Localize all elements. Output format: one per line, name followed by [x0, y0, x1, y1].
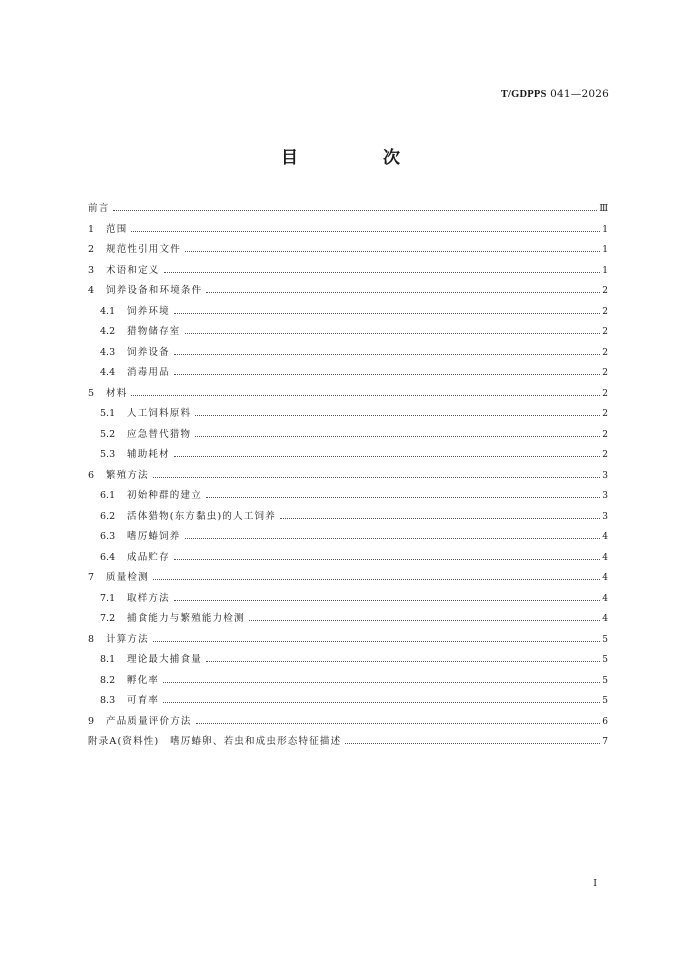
toc-entry-title: 孵化率 [127, 674, 160, 686]
table-of-contents [88, 200, 608, 754]
toc-entry-title: 可育率 [127, 695, 160, 706]
toc-entry-page: 3 [602, 470, 608, 481]
toc-entry-title: 初始种群的建立 [127, 490, 202, 501]
toc-entry-title: 饲养环境 [127, 305, 170, 317]
standard-code-prefix: T/GDPPS [500, 89, 547, 100]
toc-dot-leader [174, 373, 600, 375]
toc-entry[interactable] [88, 303, 608, 324]
toc-entry[interactable] [88, 672, 608, 693]
toc-entry-title: 猎物储存室 [127, 326, 181, 337]
toc-entry[interactable] [88, 487, 608, 508]
toc-entry[interactable] [88, 651, 608, 672]
toc-entry-title: 范围 [106, 223, 128, 235]
toc-entry-page: 4 [602, 552, 608, 563]
toc-entry[interactable] [88, 610, 608, 631]
toc-entry-number: 8.2 [100, 674, 116, 686]
toc-entry-page: 2 [602, 450, 608, 460]
toc-entry-title: 计算方法 [106, 633, 149, 645]
toc-entry-number: 6.2 [100, 510, 116, 522]
toc-dot-leader [153, 476, 600, 478]
toc-entry[interactable] [88, 692, 608, 713]
toc-dot-leader [206, 660, 600, 662]
toc-entry-title: 取样方法 [127, 592, 170, 604]
toc-dot-leader [174, 599, 600, 601]
toc-entry-title: 应急替代猎物 [127, 428, 192, 440]
toc-entry-number: 1 [88, 223, 95, 235]
toc-entry-page: 2 [602, 429, 608, 440]
toc-dot-leader [196, 722, 601, 724]
toc-entry-page: Ⅲ [599, 204, 608, 214]
toc-dot-leader [153, 640, 600, 642]
toc-entry[interactable] [88, 446, 608, 467]
toc-entry-page: 2 [602, 388, 608, 399]
toc-entry-number: 5 [88, 387, 95, 399]
toc-entry[interactable] [88, 282, 608, 303]
toc-dot-leader [206, 496, 600, 498]
toc-entry[interactable] [88, 590, 608, 611]
toc-entry[interactable] [88, 713, 608, 734]
toc-entry-title: 辅助耗材 [127, 449, 170, 460]
toc-dot-leader [345, 742, 600, 744]
toc-entry[interactable] [88, 262, 608, 283]
toc-entry-number: 4 [88, 285, 95, 296]
toc-entry-number: 6 [88, 469, 95, 481]
toc-entry-number: 6.3 [100, 531, 116, 542]
toc-entry-title: 附录A(资料性) 嗜厉蝽卵、若虫和成虫形态特征描述 [88, 736, 342, 747]
toc-dot-leader [249, 619, 601, 621]
toc-entry-number: 3 [88, 264, 95, 276]
toc-dot-leader [280, 517, 600, 519]
toc-entry[interactable] [88, 508, 608, 529]
toc-dot-leader [174, 455, 600, 457]
toc-title: 目 次 [281, 148, 434, 168]
toc-entry[interactable] [88, 426, 608, 447]
toc-entry-page: 5 [602, 675, 608, 686]
toc-dot-leader [131, 394, 600, 396]
toc-dot-leader [185, 332, 601, 334]
toc-entry[interactable] [88, 733, 608, 754]
toc-entry-number: 4.1 [100, 305, 116, 317]
toc-dot-leader [163, 701, 600, 703]
toc-entry-title: 产品质量评价方法 [106, 715, 192, 727]
toc-entry-title: 前言 [88, 203, 110, 214]
toc-entry-page: 4 [602, 532, 608, 542]
toc-dot-leader [163, 681, 600, 683]
toc-entry-page: 1 [602, 224, 608, 235]
toc-dot-leader [113, 209, 597, 211]
toc-entry-page: 2 [602, 306, 608, 317]
toc-dot-leader [185, 250, 600, 252]
toc-entry-title: 术语和定义 [106, 264, 160, 276]
toc-entry-title: 嗜厉蝽饲养 [127, 531, 181, 542]
toc-entry-page: 3 [602, 491, 608, 501]
toc-entry-page: 2 [602, 286, 608, 296]
toc-entry-number: 6.1 [100, 490, 116, 501]
toc-entry-page: 2 [602, 327, 608, 337]
toc-entry[interactable] [88, 344, 608, 365]
toc-entry[interactable] [88, 569, 608, 590]
toc-entry-number: 5.2 [100, 428, 116, 440]
toc-entry-title: 繁殖方法 [106, 469, 149, 481]
toc-entry[interactable] [88, 631, 608, 652]
standard-code-number: 041—2026 [550, 88, 609, 100]
toc-entry-number: 8 [88, 633, 95, 645]
toc-entry-number: 9 [88, 715, 95, 727]
toc-dot-leader [153, 578, 600, 580]
toc-entry[interactable] [88, 528, 608, 549]
toc-entry-page: 7 [602, 737, 608, 747]
toc-dot-leader [206, 291, 600, 293]
toc-entry-title: 活体猎物(东方黏虫)的人工饲养 [127, 510, 276, 522]
toc-entry-number: 4.2 [100, 326, 116, 337]
toc-entry-title: 饲养设备 [127, 346, 170, 358]
toc-entry-number: 7 [88, 572, 95, 583]
toc-entry-number: 7.1 [100, 592, 116, 604]
toc-entry[interactable] [88, 200, 608, 221]
toc-dot-leader [185, 537, 601, 539]
toc-dot-leader [164, 271, 601, 273]
toc-entry-page: 5 [602, 655, 608, 665]
toc-entry[interactable] [88, 323, 608, 344]
toc-entry-number: 2 [88, 244, 95, 255]
toc-dot-leader [174, 312, 600, 314]
toc-entry-number: 4.3 [100, 346, 116, 358]
page-number: I [593, 878, 597, 889]
toc-entry[interactable] [88, 364, 608, 385]
toc-entry[interactable] [88, 467, 608, 488]
toc-entry-page: 3 [602, 511, 608, 522]
standard-code [501, 88, 609, 100]
toc-entry-title: 质量检测 [106, 572, 149, 583]
toc-entry-number: 7.2 [100, 613, 116, 624]
toc-entry-page: 2 [602, 409, 608, 419]
toc-entry-page: 2 [602, 368, 608, 378]
toc-entry-title: 规范性引用文件 [106, 244, 181, 255]
toc-entry[interactable] [88, 241, 608, 262]
toc-entry-number: 6.4 [100, 551, 116, 563]
toc-entry-number: 8.1 [100, 654, 116, 665]
toc-entry-number: 5.1 [100, 408, 116, 419]
toc-entry-title: 材料 [106, 387, 128, 399]
toc-dot-leader [195, 414, 600, 416]
toc-dot-leader [174, 353, 600, 355]
toc-entry-title: 饲养设备和环境条件 [106, 285, 203, 296]
toc-dot-leader [131, 230, 600, 232]
toc-entry-page: 5 [602, 634, 608, 645]
toc-entry-page: 5 [602, 696, 608, 706]
toc-entry[interactable] [88, 385, 608, 406]
toc-dot-leader [174, 558, 600, 560]
toc-entry[interactable] [88, 405, 608, 426]
toc-entry-title: 人工饲料原料 [127, 408, 192, 419]
toc-entry-page: 4 [602, 614, 608, 624]
toc-entry-title: 理论最大捕食量 [127, 654, 202, 665]
toc-entry-page: 6 [602, 716, 608, 727]
toc-entry-title: 捕食能力与繁殖能力检测 [127, 613, 245, 624]
toc-entry-page: 4 [602, 573, 608, 583]
toc-entry-number: 4.4 [100, 367, 116, 378]
toc-entry[interactable] [88, 221, 608, 242]
toc-entry-title: 成品贮存 [127, 551, 170, 563]
toc-entry-page: 4 [602, 593, 608, 604]
toc-entry-number: 8.3 [100, 695, 116, 706]
toc-entry[interactable] [88, 549, 608, 570]
toc-entry-page: 1 [602, 245, 608, 255]
toc-entry-title: 消毒用品 [127, 367, 170, 378]
toc-entry-number: 5.3 [100, 449, 116, 460]
toc-entry-page: 2 [602, 347, 608, 358]
toc-dot-leader [195, 435, 600, 437]
toc-entry-page: 1 [602, 265, 608, 276]
